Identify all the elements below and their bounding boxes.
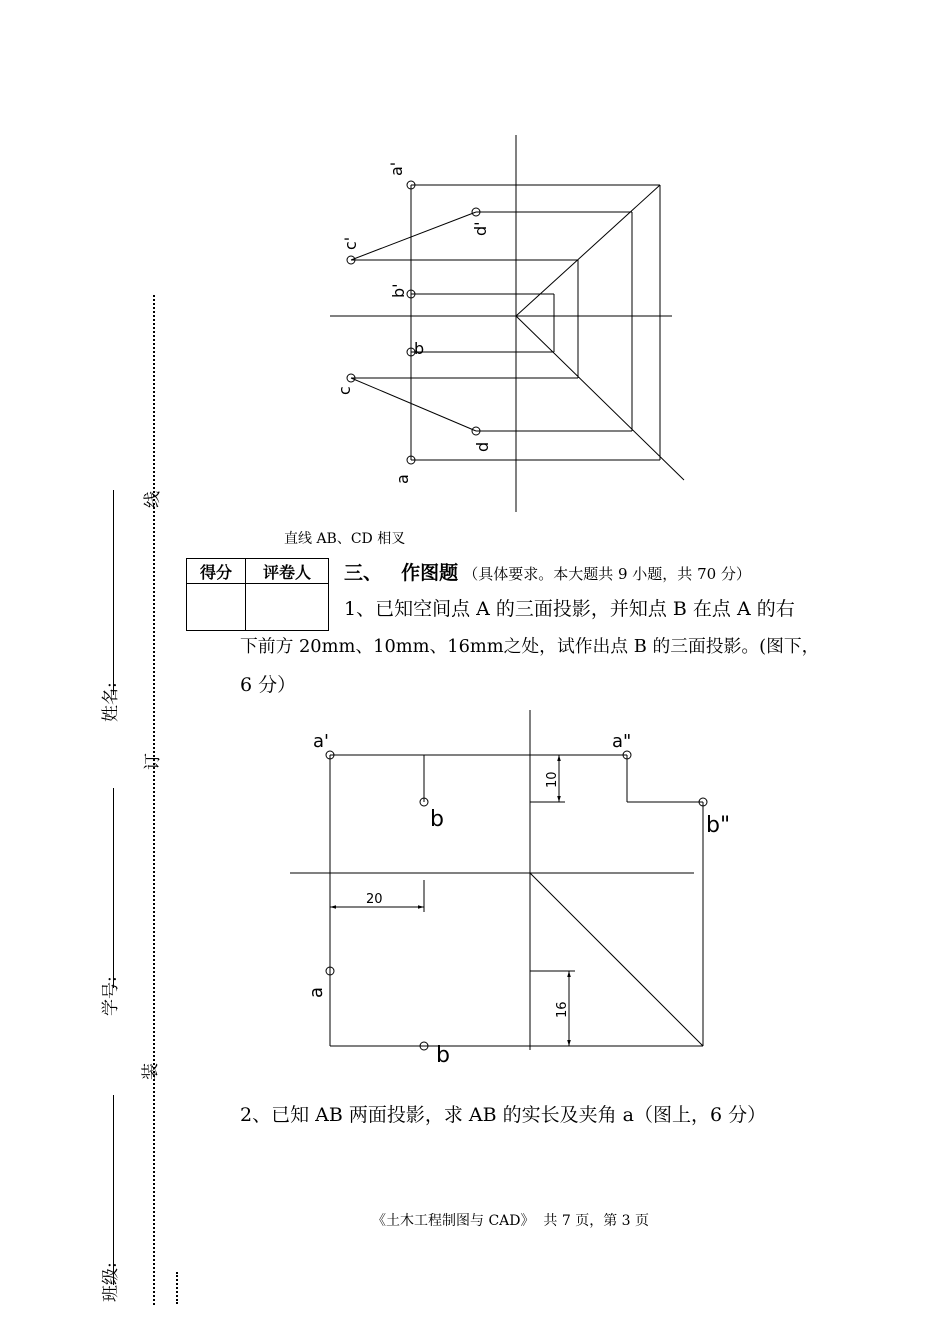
class-label: 班级: [101, 1262, 121, 1302]
label-b-top: b [414, 339, 425, 358]
grader-header: 评卷人 [246, 559, 329, 584]
fig2-label-a-top: a [306, 986, 327, 998]
page-footer: 《土木工程制图与 CAD》 共 7 页，第 3 页 [372, 1213, 650, 1229]
binding-bind-char: 订 [143, 753, 163, 770]
fig2-label-a-side: a" [612, 731, 632, 752]
question1-line1: 1、已知空间点 A 的三面投影，并知点 B 在点 A 的右 [344, 598, 795, 620]
figure1-caption: 直线 AB、CD 相叉 [284, 531, 406, 547]
figure-ab-cd-projection [0, 0, 950, 560]
fig2-label-b-front: b [430, 807, 444, 832]
fig2-label-b-side: b" [706, 813, 731, 838]
name-label: 姓名: [101, 682, 121, 722]
fig2-label-a-front: a' [313, 731, 329, 752]
label-a-top: a [393, 474, 412, 484]
fig2-dim-20: 20 [366, 892, 383, 907]
question1-line2: 下前方 20mm、10mm、16mm之处，试作出点 B 的三面投影。(图下， [240, 636, 820, 657]
class-underline[interactable] [113, 1095, 114, 1285]
fig2-label-b-top: b [436, 1043, 450, 1068]
label-c-front: c' [341, 236, 360, 250]
section-note: （具体要求。本大题共 9 小题，共 70 分） [463, 565, 751, 583]
question2-text: 2、已知 AB 两面投影，求 AB 的实长及夹角 a（图上，6 分） [240, 1104, 767, 1126]
figure-point-projection [0, 700, 950, 1080]
section-heading [344, 558, 751, 585]
score-header: 得分 [187, 559, 246, 584]
grader-cell[interactable] [246, 584, 329, 631]
label-a-front: a' [387, 161, 406, 176]
label-b-front: b' [389, 283, 408, 298]
score-cell[interactable] [187, 584, 246, 631]
binding-staple-char: 装 [141, 1063, 161, 1080]
fig2-dim-10: 10 [545, 771, 560, 788]
section-title: 作图题 [401, 562, 459, 584]
section-number: 三、 [344, 562, 383, 584]
score-table [186, 558, 329, 631]
label-d-top: d [473, 441, 492, 452]
student-id-label: 学号: [101, 976, 121, 1016]
label-d-front: d' [471, 221, 490, 236]
question1-line3: 6 分） [240, 674, 297, 696]
binding-dotted-line-bottom [176, 1272, 178, 1304]
binding-line-char: 线 [143, 491, 163, 508]
fig2-dim-16: 16 [555, 1001, 570, 1018]
label-c-top: c [335, 386, 354, 395]
